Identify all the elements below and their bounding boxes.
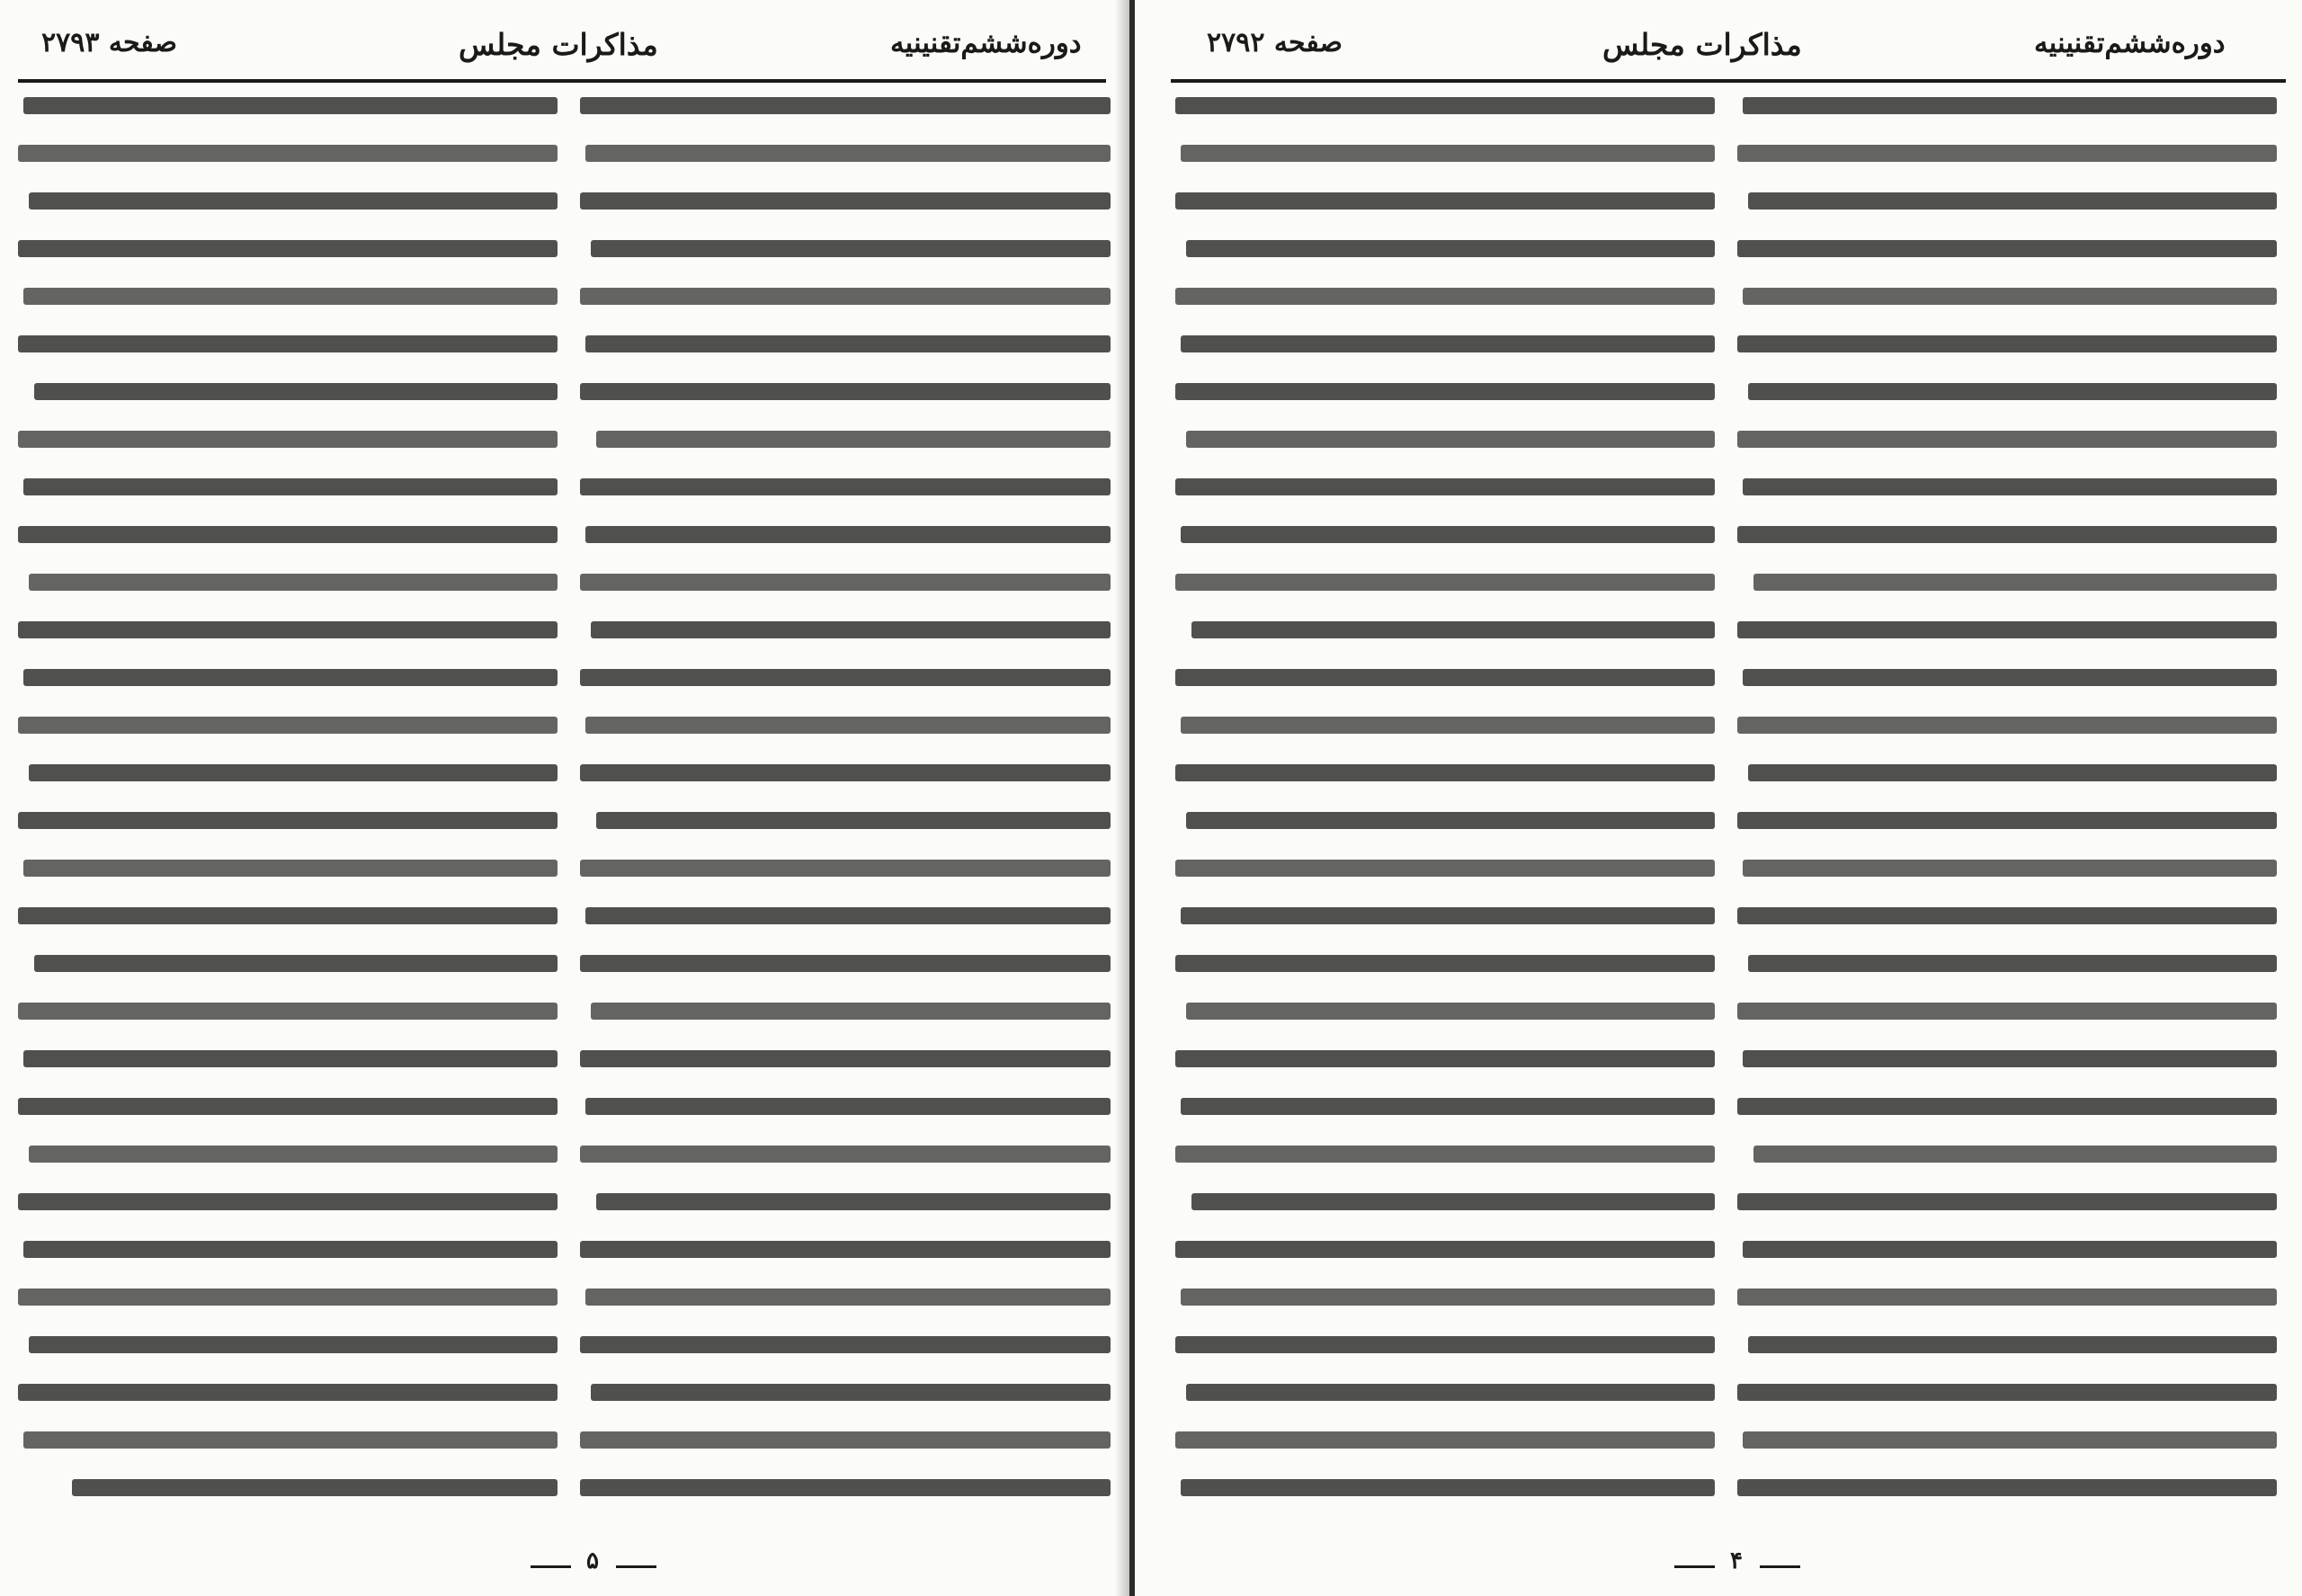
left-header-rule xyxy=(18,79,1106,83)
right-page-column-left xyxy=(1175,97,1715,1527)
right-header-rule xyxy=(1171,79,2286,83)
footer-dash xyxy=(1674,1565,1715,1568)
left-page-number-label: صفحه ۲۷۹۳ xyxy=(41,27,177,58)
left-page-footer xyxy=(531,1547,674,1580)
footer-dash xyxy=(616,1565,656,1568)
right-page-title: مذاکرات مجلس xyxy=(1602,27,1802,62)
right-page-journal: دوره‌ششم‌تقنینیه xyxy=(2034,27,2226,59)
left-page-number: ۵ xyxy=(586,1547,599,1574)
right-page-footer xyxy=(1674,1547,1818,1580)
left-page-title: مذاکرات مجلس xyxy=(459,27,658,62)
footer-dash xyxy=(531,1565,571,1568)
left-page-journal: دوره‌ششم‌تقنینیه xyxy=(890,27,1082,59)
right-page-number-label: صفحه ۲۷۹۲ xyxy=(1207,27,1343,58)
right-page-column-right xyxy=(1737,97,2277,1527)
footer-dash xyxy=(1760,1565,1800,1568)
left-page-column-left xyxy=(18,97,558,1527)
right-page xyxy=(1135,0,2302,1596)
spine-shadow-left xyxy=(1115,0,1129,1596)
left-page xyxy=(0,0,1131,1596)
left-page-column-right xyxy=(580,97,1111,1527)
right-page-number: ۴ xyxy=(1730,1547,1743,1574)
